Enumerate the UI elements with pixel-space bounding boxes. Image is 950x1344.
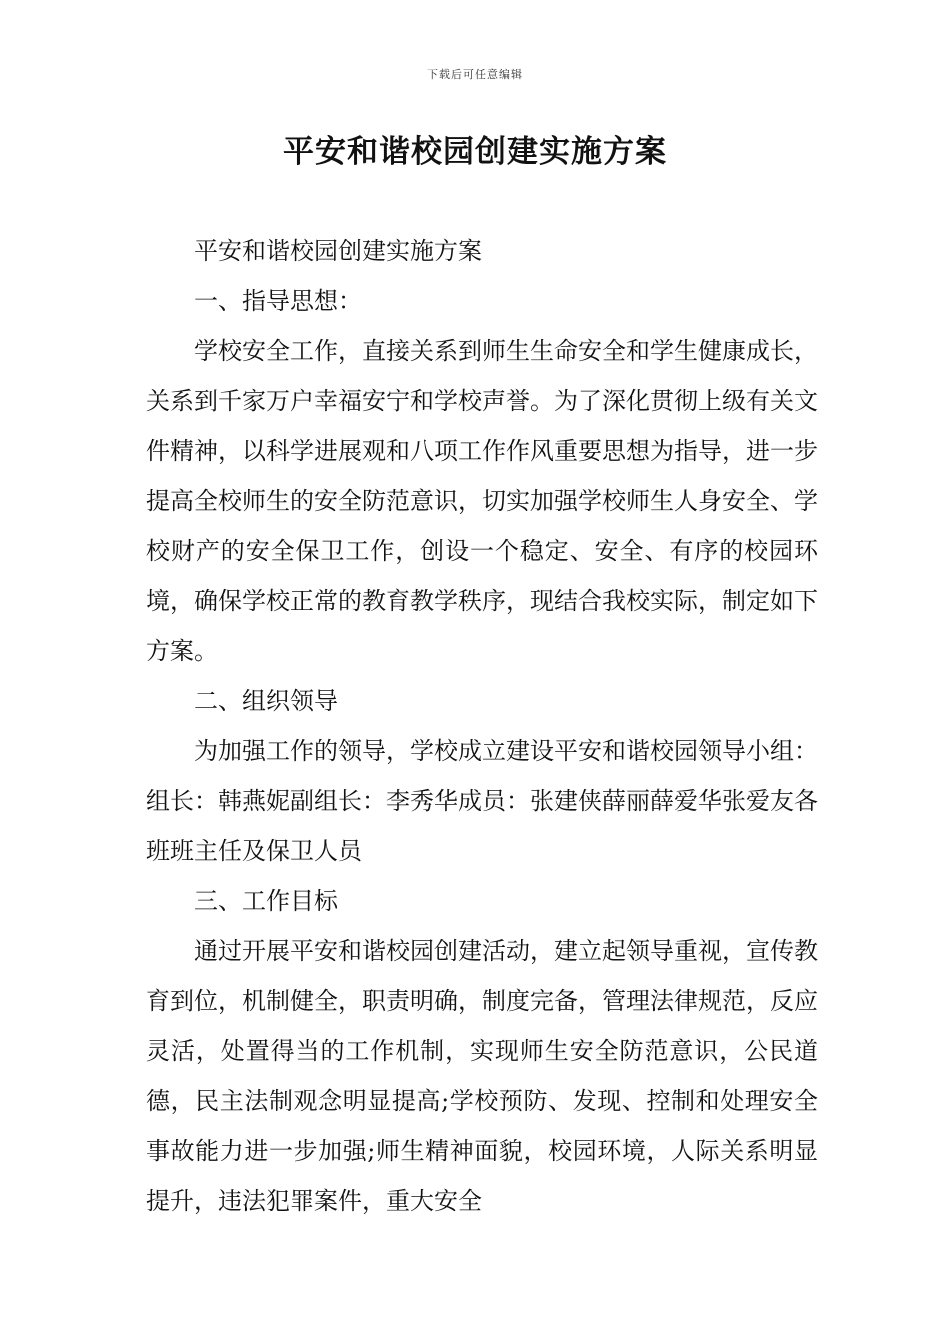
- header-note: 下载后可任意编辑: [427, 68, 523, 81]
- section-heading-organization: 二、组织领导: [194, 687, 338, 715]
- paragraph-organization: 为加强工作的领导，学校成立建设平安和谐校园领导小组：组长：韩燕妮副组长：李秀华成员：张建侠薛丽薛爱华张爱友各班班主任及保卫人员: [146, 737, 818, 865]
- paragraph-work-goals: 通过开展平安和谐校园创建活动，建立起领导重视，宣传教育到位，机制健全，职责明确，制度完备，管理法律规范，反应灵活，处置得当的工作机制，实现师生安全防范意识，公民道德，民主法制观念明显提高;学校预防、发现、控制和处理安全事故能力进一步加强;师生精神面貌，校园环境，人际关系明显提升，违法犯罪案件，重大安全: [146, 937, 818, 1215]
- section-heading-guiding-ideology: 一、指导思想：: [194, 287, 362, 315]
- document-title: 平安和谐校园创建实施方案: [283, 134, 667, 170]
- section-heading-work-goals: 三、工作目标: [194, 887, 338, 915]
- paragraph-subtitle: 平安和谐校园创建实施方案: [194, 237, 482, 265]
- document-body: [146, 226, 818, 1226]
- paragraph-guiding-ideology: 学校安全工作，直接关系到师生生命安全和学生健康成长，关系到千家万户幸福安宁和学校声誉。为了深化贯彻上级有关文件精神，以科学进展观和八项工作作风重要思想为指导，进一步提高全校师生的安全防范意识，切实加强学校师生人身安全、学校财产的安全保卫工作，创设一个稳定、安全、有序的校园环境，确保学校正常的教育教学秩序，现结合我校实际，制定如下方案。: [146, 337, 818, 665]
